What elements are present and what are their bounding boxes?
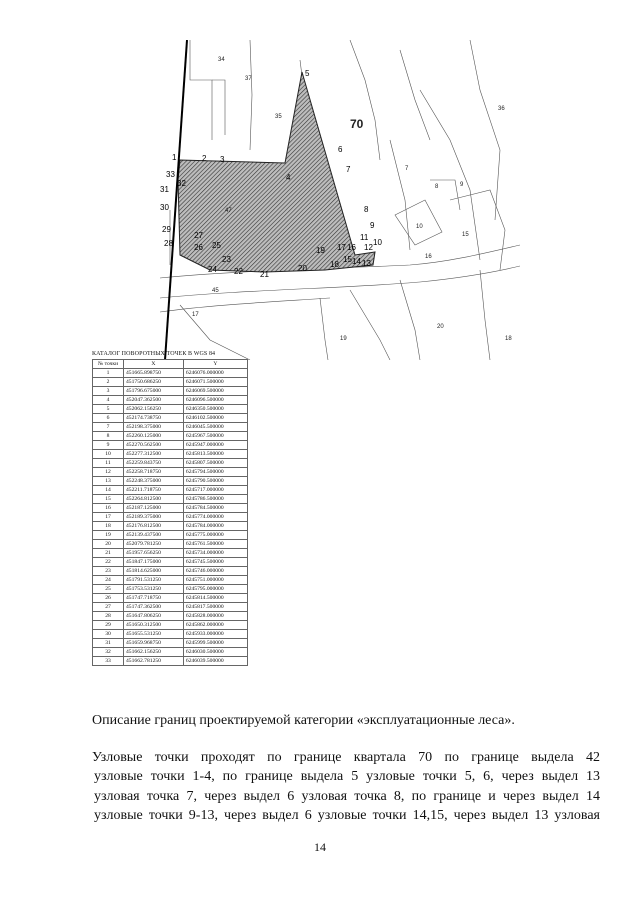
point-number-cell: 30 bbox=[93, 630, 124, 639]
table-row bbox=[93, 432, 248, 441]
point-label: 18 bbox=[330, 260, 339, 269]
parcel-label: 7 bbox=[405, 166, 409, 172]
point-number-cell: 7 bbox=[93, 423, 124, 432]
paragraph-line: Узловые точки проходят по границе квартала 70 по границе выдела 42 bbox=[92, 750, 600, 765]
x-coordinate-cell: 452259.843750 bbox=[124, 459, 184, 468]
table-row bbox=[93, 414, 248, 423]
x-coordinate-cell: 452174.738750 bbox=[124, 414, 184, 423]
x-coordinate-cell: 452264.812500 bbox=[124, 495, 184, 504]
point-number-cell: 26 bbox=[93, 594, 124, 603]
x-coordinate-cell: 451747.362500 bbox=[124, 603, 184, 612]
point-label: 23 bbox=[222, 255, 231, 264]
point-number-cell: 8 bbox=[93, 432, 124, 441]
point-number-cell: 23 bbox=[93, 567, 124, 576]
table-row bbox=[93, 603, 248, 612]
table-row bbox=[93, 558, 248, 567]
point-label: 3 bbox=[220, 155, 225, 164]
point-label: 30 bbox=[160, 203, 169, 212]
column-header: Y bbox=[183, 360, 247, 369]
point-label: 12 bbox=[364, 243, 373, 252]
point-number-cell: 29 bbox=[93, 621, 124, 630]
point-number-cell: 13 bbox=[93, 477, 124, 486]
point-label: 27 bbox=[194, 231, 203, 240]
x-coordinate-cell: 451650.312500 bbox=[124, 621, 184, 630]
point-number-cell: 27 bbox=[93, 603, 124, 612]
point-number-cell: 5 bbox=[93, 405, 124, 414]
table-row bbox=[93, 369, 248, 378]
table-row bbox=[93, 576, 248, 585]
y-coordinate-cell: 6245933.000000 bbox=[183, 630, 247, 639]
block-label: 70 bbox=[350, 117, 364, 131]
x-coordinate-cell: 452139.437500 bbox=[124, 531, 184, 540]
x-coordinate-cell: 451662.156250 bbox=[124, 648, 184, 657]
point-label: 15 bbox=[343, 255, 352, 264]
x-coordinate-cell: 451659.968750 bbox=[124, 639, 184, 648]
description-paragraph bbox=[92, 748, 600, 826]
parcel-label: 20 bbox=[437, 324, 444, 330]
point-label: 5 bbox=[305, 69, 310, 78]
y-coordinate-cell: 6246102.500000 bbox=[183, 414, 247, 423]
x-coordinate-cell: 452258.718750 bbox=[124, 468, 184, 477]
x-coordinate-cell: 451847.175000 bbox=[124, 558, 184, 567]
point-number-cell: 28 bbox=[93, 612, 124, 621]
x-coordinate-cell: 451750.686250 bbox=[124, 378, 184, 387]
table-row bbox=[93, 396, 248, 405]
column-header: № точки bbox=[93, 360, 124, 369]
table-row bbox=[93, 468, 248, 477]
point-label: 24 bbox=[208, 265, 217, 274]
y-coordinate-cell: 6246071.500000 bbox=[183, 378, 247, 387]
point-label: 10 bbox=[373, 238, 382, 247]
coordinate-catalog bbox=[92, 350, 248, 666]
y-coordinate-cell: 6246069.500000 bbox=[183, 387, 247, 396]
parcel-label: 16 bbox=[425, 254, 432, 260]
point-label: 26 bbox=[194, 243, 203, 252]
point-label: 33 bbox=[166, 170, 175, 179]
x-coordinate-cell: 452189.375000 bbox=[124, 513, 184, 522]
point-number-cell: 25 bbox=[93, 585, 124, 594]
parcel-label: 9 bbox=[460, 182, 464, 188]
y-coordinate-cell: 6245761.500000 bbox=[183, 540, 247, 549]
y-coordinate-cell: 6245794.500000 bbox=[183, 468, 247, 477]
x-coordinate-cell: 452248.375000 bbox=[124, 477, 184, 486]
table-row bbox=[93, 486, 248, 495]
point-label: 9 bbox=[370, 221, 375, 230]
table-row bbox=[93, 405, 248, 414]
table-row bbox=[93, 441, 248, 450]
parcel-label: 8 bbox=[435, 184, 439, 190]
point-number-cell: 10 bbox=[93, 450, 124, 459]
point-label: 11 bbox=[360, 233, 369, 242]
point-label: 17 bbox=[337, 243, 346, 252]
y-coordinate-cell: 6246039.500000 bbox=[183, 657, 247, 666]
table-row bbox=[93, 639, 248, 648]
table-row bbox=[93, 513, 248, 522]
point-number-cell: 33 bbox=[93, 657, 124, 666]
point-number-cell: 20 bbox=[93, 540, 124, 549]
y-coordinate-cell: 6245734.000000 bbox=[183, 549, 247, 558]
parcel-label: 18 bbox=[505, 336, 512, 342]
parcel-label: 37 bbox=[245, 76, 252, 82]
paragraph-line: узловые точки 9-13, через выдел 6 узловые точки 14,15, через выдел 13 узловая bbox=[94, 808, 600, 824]
table-row bbox=[93, 567, 248, 576]
point-number-cell: 18 bbox=[93, 522, 124, 531]
y-coordinate-cell: 6245784.000000 bbox=[183, 522, 247, 531]
x-coordinate-cell: 451665.898750 bbox=[124, 369, 184, 378]
point-number-cell: 4 bbox=[93, 396, 124, 405]
y-coordinate-cell: 6245999.500000 bbox=[183, 639, 247, 648]
point-label: 7 bbox=[346, 165, 351, 174]
parcel-label: 45 bbox=[212, 288, 219, 294]
table-row bbox=[93, 495, 248, 504]
catalog-title: КАТАЛОГ ПОВОРОТНЫХ ТОЧЕК В WGS 84 bbox=[92, 351, 216, 357]
point-label: 31 bbox=[160, 185, 169, 194]
y-coordinate-cell: 6245947.000000 bbox=[183, 441, 247, 450]
x-coordinate-cell: 452047.362500 bbox=[124, 396, 184, 405]
point-number-cell: 21 bbox=[93, 549, 124, 558]
point-label: 14 bbox=[352, 257, 361, 266]
point-label: 2 bbox=[202, 154, 207, 163]
x-coordinate-cell: 451796.675000 bbox=[124, 387, 184, 396]
point-number-cell: 19 bbox=[93, 531, 124, 540]
table-row bbox=[93, 387, 248, 396]
point-number-cell: 22 bbox=[93, 558, 124, 567]
paragraph-line: узловые точки 1-4, по границе выдела 5 узловые точки 5, 6, через выдел 13 bbox=[94, 769, 600, 785]
table-row bbox=[93, 621, 248, 630]
table-row bbox=[93, 459, 248, 468]
y-coordinate-cell: 6245790.500000 bbox=[183, 477, 247, 486]
table-row bbox=[93, 378, 248, 387]
parcel-label: 47 bbox=[225, 208, 232, 214]
y-coordinate-cell: 6245774.000000 bbox=[183, 513, 247, 522]
table-row bbox=[93, 423, 248, 432]
x-coordinate-cell: 452211.718750 bbox=[124, 486, 184, 495]
y-coordinate-cell: 6246096.500000 bbox=[183, 396, 247, 405]
x-coordinate-cell: 451662.781250 bbox=[124, 657, 184, 666]
y-coordinate-cell: 6245751.000000 bbox=[183, 576, 247, 585]
y-coordinate-cell: 6246030.500000 bbox=[183, 648, 247, 657]
point-label: 1 bbox=[172, 153, 177, 162]
y-coordinate-cell: 6245795.000000 bbox=[183, 585, 247, 594]
x-coordinate-cell: 452187.125000 bbox=[124, 504, 184, 513]
x-coordinate-cell: 451753.531250 bbox=[124, 585, 184, 594]
y-coordinate-cell: 6245775.000000 bbox=[183, 531, 247, 540]
parcel-label: 35 bbox=[275, 114, 282, 120]
table-row bbox=[93, 531, 248, 540]
point-number-cell: 1 bbox=[93, 369, 124, 378]
x-coordinate-cell: 451747.718750 bbox=[124, 594, 184, 603]
table-row bbox=[93, 540, 248, 549]
y-coordinate-cell: 6245967.500000 bbox=[183, 432, 247, 441]
parcel-label: 36 bbox=[498, 106, 505, 112]
y-coordinate-cell: 6245746.000000 bbox=[183, 567, 247, 576]
x-coordinate-cell: 451957.656250 bbox=[124, 549, 184, 558]
x-coordinate-cell: 451791.531250 bbox=[124, 576, 184, 585]
point-number-cell: 15 bbox=[93, 495, 124, 504]
y-coordinate-cell: 6246076.000000 bbox=[183, 369, 247, 378]
point-label: 32 bbox=[177, 179, 186, 188]
point-label: 8 bbox=[364, 205, 369, 214]
x-coordinate-cell: 452079.781250 bbox=[124, 540, 184, 549]
parcel-label: 34 bbox=[218, 57, 225, 63]
point-number-cell: 11 bbox=[93, 459, 124, 468]
table-row bbox=[93, 549, 248, 558]
point-number-cell: 2 bbox=[93, 378, 124, 387]
y-coordinate-cell: 6245814.500000 bbox=[183, 594, 247, 603]
table-row bbox=[93, 612, 248, 621]
x-coordinate-cell: 452260.125000 bbox=[124, 432, 184, 441]
y-coordinate-cell: 6245862.000000 bbox=[183, 621, 247, 630]
parcel-label: 19 bbox=[340, 336, 347, 342]
page-number: 14 bbox=[314, 840, 326, 854]
paragraph-line: узловая точка 7, через выдел 6 узловая точка 8, по границе и через выдел 14 bbox=[94, 788, 600, 804]
table-row bbox=[93, 657, 248, 666]
point-number-cell: 16 bbox=[93, 504, 124, 513]
forest-block-map bbox=[150, 40, 520, 360]
table-row bbox=[93, 477, 248, 486]
point-number-cell: 24 bbox=[93, 576, 124, 585]
point-label: 25 bbox=[212, 241, 221, 250]
table-row bbox=[93, 504, 248, 513]
section-heading: Описание границ проектируемой категории «эксплуатационные леса». bbox=[92, 713, 515, 728]
point-label: 29 bbox=[162, 225, 171, 234]
point-number-cell: 6 bbox=[93, 414, 124, 423]
table-row bbox=[93, 648, 248, 657]
point-label: 6 bbox=[338, 145, 343, 154]
y-coordinate-cell: 6245784.500000 bbox=[183, 504, 247, 513]
y-coordinate-cell: 6245817.500000 bbox=[183, 603, 247, 612]
point-number-cell: 3 bbox=[93, 387, 124, 396]
catalog-table bbox=[92, 359, 248, 666]
map-drawing bbox=[150, 40, 520, 360]
point-number-cell: 9 bbox=[93, 441, 124, 450]
y-coordinate-cell: 6245717.000000 bbox=[183, 486, 247, 495]
table-row bbox=[93, 594, 248, 603]
point-label: 16 bbox=[347, 243, 356, 252]
point-label: 19 bbox=[316, 246, 325, 255]
point-label: 20 bbox=[298, 264, 307, 273]
x-coordinate-cell: 452176.812500 bbox=[124, 522, 184, 531]
point-number-cell: 14 bbox=[93, 486, 124, 495]
x-coordinate-cell: 451814.625000 bbox=[124, 567, 184, 576]
table-row bbox=[93, 450, 248, 459]
point-label: 22 bbox=[234, 267, 243, 276]
y-coordinate-cell: 6245807.500000 bbox=[183, 459, 247, 468]
table-row bbox=[93, 585, 248, 594]
point-number-cell: 31 bbox=[93, 639, 124, 648]
y-coordinate-cell: 6245786.500000 bbox=[183, 495, 247, 504]
parcel-label: 10 bbox=[416, 224, 423, 230]
y-coordinate-cell: 6245813.500000 bbox=[183, 450, 247, 459]
x-coordinate-cell: 452277.312500 bbox=[124, 450, 184, 459]
x-coordinate-cell: 452270.562500 bbox=[124, 441, 184, 450]
point-label: 13 bbox=[362, 259, 371, 268]
point-number-cell: 17 bbox=[93, 513, 124, 522]
x-coordinate-cell: 452062.156250 bbox=[124, 405, 184, 414]
point-label: 4 bbox=[286, 173, 291, 182]
y-coordinate-cell: 6246045.500000 bbox=[183, 423, 247, 432]
x-coordinate-cell: 451655.531250 bbox=[124, 630, 184, 639]
table-row bbox=[93, 630, 248, 639]
y-coordinate-cell: 6246350.500000 bbox=[183, 405, 247, 414]
y-coordinate-cell: 6245745.500000 bbox=[183, 558, 247, 567]
point-number-cell: 32 bbox=[93, 648, 124, 657]
x-coordinate-cell: 451647.806250 bbox=[124, 612, 184, 621]
point-number-cell: 12 bbox=[93, 468, 124, 477]
column-header: X bbox=[124, 360, 184, 369]
x-coordinate-cell: 452198.375000 bbox=[124, 423, 184, 432]
table-row bbox=[93, 522, 248, 531]
point-label: 21 bbox=[260, 270, 269, 279]
y-coordinate-cell: 6245828.000000 bbox=[183, 612, 247, 621]
parcel-label: 17 bbox=[192, 312, 199, 318]
point-label: 28 bbox=[164, 239, 173, 248]
parcel-label: 15 bbox=[462, 232, 469, 238]
